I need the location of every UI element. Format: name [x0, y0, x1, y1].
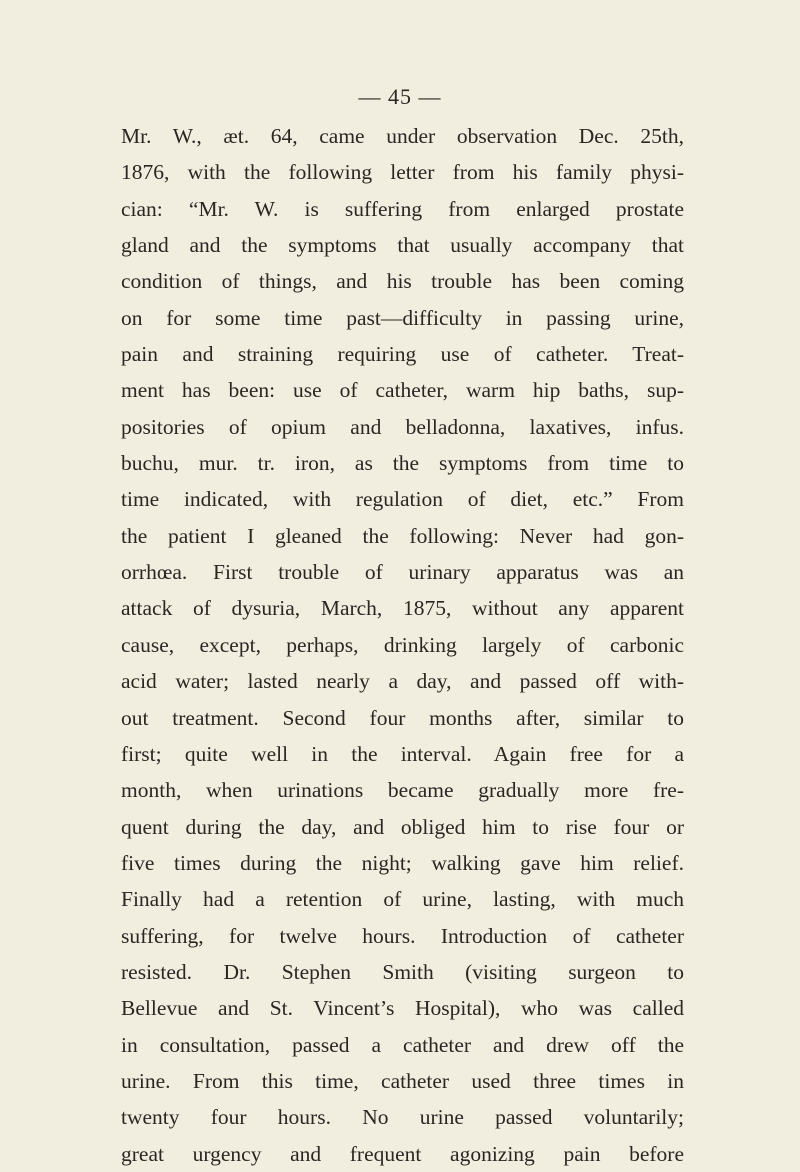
- text-line: on for some time past—difficulty in passing urine,: [121, 305, 684, 330]
- text-line: orrhœa. First trouble of urinary apparatus was an: [121, 560, 684, 585]
- text-line: cause, except, perhaps, drinking largely of carbonic: [121, 632, 684, 657]
- text-line: condition of things, and his trouble has been coming: [121, 269, 684, 294]
- text-line: Bellevue and St. Vincent’s Hospital), who was called: [121, 996, 684, 1021]
- text-line: twenty four hours. No urine passed voluntarily;: [121, 1105, 684, 1130]
- text-line: positories of opium and belladonna, laxatives, infus.: [121, 414, 684, 439]
- text-line: attack of dysuria, March, 1875, without any apparent: [121, 596, 684, 621]
- text-line: ment has been: use of catheter, warm hip baths, sup-: [121, 378, 684, 403]
- text-line: acid water; lasted nearly a day, and passed off with-: [121, 669, 684, 694]
- text-line: Mr. W., æt. 64, came under observation Dec. 25th,: [121, 124, 684, 148]
- text-line: first; quite well in the interval. Again free for a: [121, 741, 684, 766]
- text-line: cian: “Mr. W. is suffering from enlarged prostate: [121, 196, 684, 221]
- text-line: out treatment. Second four months after, similar to: [121, 705, 684, 730]
- text-line: great urgency and frequent agonizing pain before: [121, 1141, 684, 1166]
- page-number: — 45 —: [358, 84, 442, 109]
- text-line: five times during the night; walking gave him relief.: [121, 850, 684, 875]
- text-line: quent during the day, and obliged him to rise four or: [121, 814, 684, 839]
- text-line: gland and the symptoms that usually accompany that: [121, 233, 684, 258]
- text-line: resisted. Dr. Stephen Smith (visiting surgeon to: [121, 959, 684, 984]
- text-line: Finally had a retention of urine, lasting, with much: [121, 887, 684, 912]
- text-line: pain and straining requiring use of catheter. Treat-: [121, 342, 684, 367]
- text-line: 1876, with the following letter from his family physi-: [121, 160, 684, 185]
- text-line: time indicated, with regulation of diet, etc.” From: [121, 487, 684, 512]
- text-line: the patient I gleaned the following: Never had gon-: [121, 523, 684, 548]
- text-line: month, when urinations became gradually more fre-: [121, 778, 684, 803]
- text-line: buchu, mur. tr. iron, as the symptoms from time to: [121, 451, 684, 476]
- text-line: suffering, for twelve hours. Introduction of catheter: [121, 923, 684, 948]
- text-line: urine. From this time, catheter used three times in: [121, 1068, 684, 1093]
- body-text: [121, 118, 684, 1172]
- text-line: in consultation, passed a catheter and drew off the: [121, 1032, 684, 1057]
